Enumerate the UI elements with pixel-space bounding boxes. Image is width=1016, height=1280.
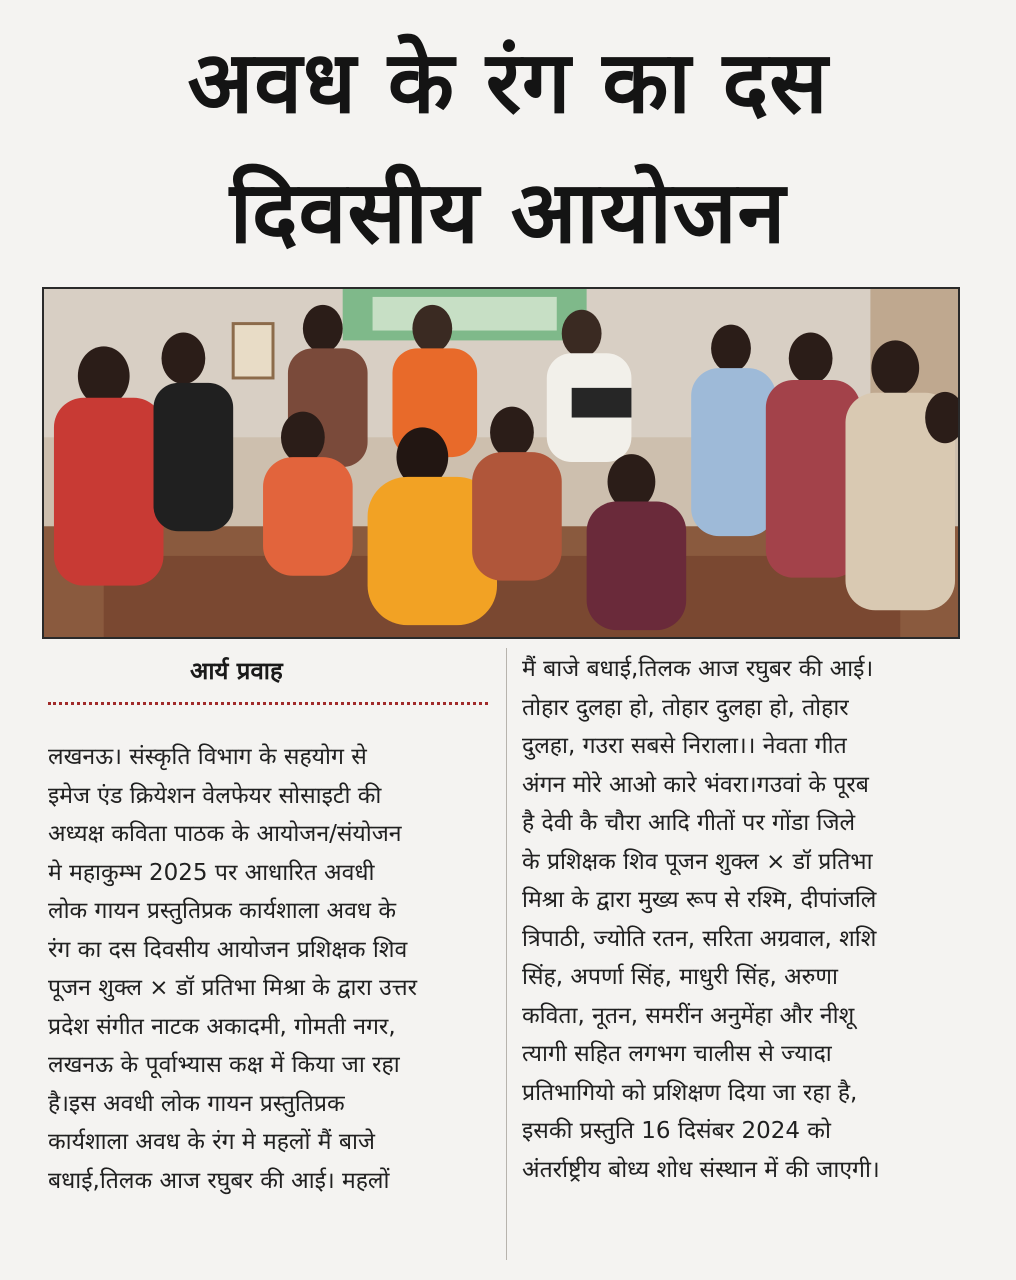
article-line: के प्रशिक्षक शिव पूजन शुक्ल × डॉ प्रतिभा (522, 848, 873, 875)
article-line: त्यागी सहित लगभग चालीस से ज्यादा (522, 1041, 832, 1067)
article-line: तोहार दुलहा हो, तोहार दुलहा हो, तोहार (522, 694, 849, 721)
article-line: मिश्रा के द्वारा मुख्य रूप से रश्मि, दीपांजलि (522, 887, 877, 913)
article-line: अध्यक्ष कविता पाठक के आयोजन/संयोजन (48, 821, 402, 847)
article-line: लोक गायन प्रस्तुतिप्रक कार्यशाला अवध के (48, 898, 397, 924)
article-line: अंगन मोरे आओ कारे भंवरा।गउवां के पूरब (522, 771, 869, 798)
headline-line-2: दिवसीय आयोजन (229, 163, 787, 263)
article-line: बधाई,तिलक आज रघुबर की आई। महलों (48, 1167, 390, 1194)
news-photo (42, 287, 960, 639)
article-line: कार्यशाला अवध के रंग मे महलों मैं बाजे (48, 1129, 375, 1155)
article-line: मैं बाजे बधाई,तिलक आज रघुबर की आई। (522, 656, 874, 682)
article-line: रंग का दस दिवसीय आयोजन प्रशिक्षक शिव (48, 936, 408, 963)
article-line: है देवी कै चौरा आदि गीतों पर गोंडा जिले (522, 810, 856, 836)
article-line: पूजन शुक्ल × डॉ प्रतिभा मिश्रा के द्वारा उत्तर (48, 975, 418, 1001)
column-divider (506, 648, 507, 1260)
article-line: लखनऊ के पूर्वाभ्यास कक्ष में किया जा रहा (48, 1052, 400, 1078)
article-line: इसकी प्रस्तुति 16 दिसंबर 2024 को (522, 1118, 831, 1144)
article-line: प्रदेश संगीत नाटक अकादमी, गोमती नगर, (48, 1013, 396, 1040)
headline (20, 18, 996, 278)
article-line: प्रतिभागियो को प्रशिक्षण दिया जा रहा है, (522, 1079, 858, 1106)
article-line: त्रिपाठी, ज्योति रतन, सरिता अग्रवाल, शशि (522, 925, 877, 952)
article-line: मे महाकुम्भ 2025 पर आधारित अवधी (48, 859, 375, 886)
headline-line-1: अवध के रंग का दस (187, 33, 829, 133)
article-line: कविता, नूतन, समरींन अनुमेंहा और नीशू (522, 1002, 855, 1029)
byline: आर्य प्रवाह (190, 657, 283, 685)
article-left-column (48, 738, 488, 1200)
dotted-divider (48, 702, 488, 705)
article-line: है।इस अवधी लोक गायन प्रस्तुतिप्रक (48, 1090, 345, 1117)
article-line: इमेज एंड क्रियेशन वेलफेयर सोसाइटी की (48, 782, 382, 809)
article-line: अंतर्राष्ट्रीय बोध्य शोध संस्थान में की जाएगी। (522, 1156, 880, 1183)
article-line: लखनऊ। संस्कृति विभाग के सहयोग से (48, 744, 367, 770)
workshop-photo-illustration (44, 289, 958, 637)
article-line: सिंह, अपर्णा सिंह, माधुरी सिंह, अरुणा (522, 964, 838, 990)
article-right-column (522, 650, 964, 1189)
article-line: दुलहा, गउरा सबसे निराला।। नेवता गीत (522, 733, 847, 759)
